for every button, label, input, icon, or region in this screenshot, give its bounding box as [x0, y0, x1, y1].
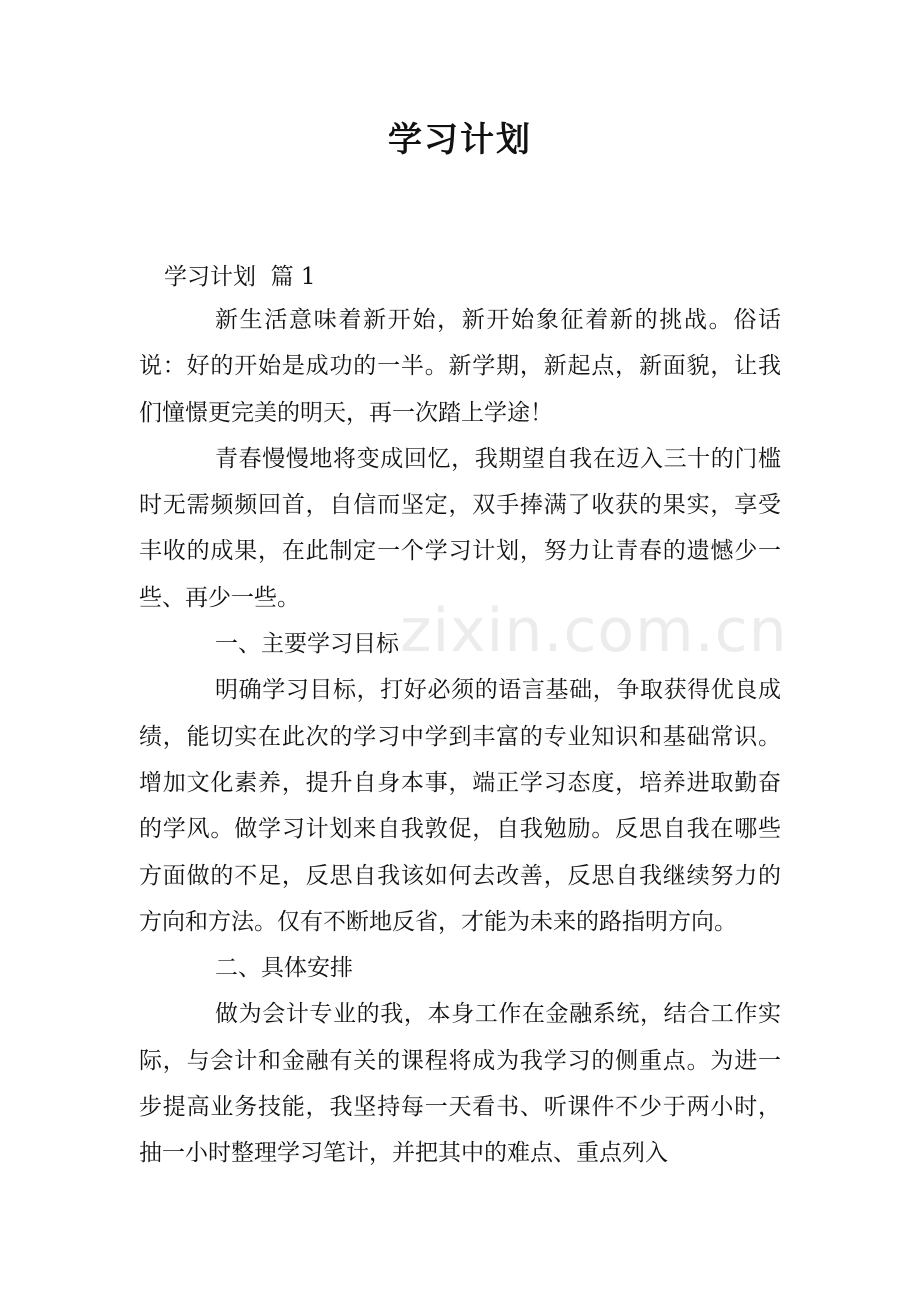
- document-body: [139, 297, 781, 1177]
- paragraph-intro: 新生活意味着新开始，新开始象征着新的挑战。俗话说：好的开始是成功的一半。新学期，新起点，新面貌，让我们憧憬更完美的明天，再一次踏上学途！: [139, 307, 781, 426]
- paragraph-youth: 青春慢慢地将变成回忆，我期望自我在迈入三十的门槛时无需频频回首，自信而坚定，双手捧满了收获的果实，享受丰收的成果，在此制定一个学习计划，努力让青春的遗憾少一些、再少一些。: [139, 445, 781, 611]
- paragraph-goals: 明确学习目标，打好必须的语言基础，争取获得优良成绩，能切实在此次的学习中学到丰富的专业知识和基础常识。增加文化素养，提升自身本事，端正学习态度，培养进取勤奋的学风。做学习计划来自我敦促，自我勉励。反思自我在哪些方面做的不足，反思自我该如何去改善，反思自我继续努力的方向和方法。仅有不断地反省，才能为未来的路指明方向。: [139, 677, 781, 935]
- heading-main-goals: 一、主要学习目标: [215, 631, 399, 658]
- heading-arrangement: 二、具体安排: [215, 955, 353, 982]
- document-title: 学习计划: [388, 120, 532, 160]
- watermark: zixin.com.cn: [400, 596, 788, 666]
- section-label: 学习计划 篇 1: [164, 264, 316, 290]
- paragraph-arrangement: 做为会计专业的我，本身工作在金融系统，结合工作实际，与会计和金融有关的课程将成为我学习的侧重点。为进一步提高业务技能，我坚持每一天看书、听课件不少于两小时，抽一小时整理学习笔计，并把其中的难点、重点列入: [139, 1001, 781, 1167]
